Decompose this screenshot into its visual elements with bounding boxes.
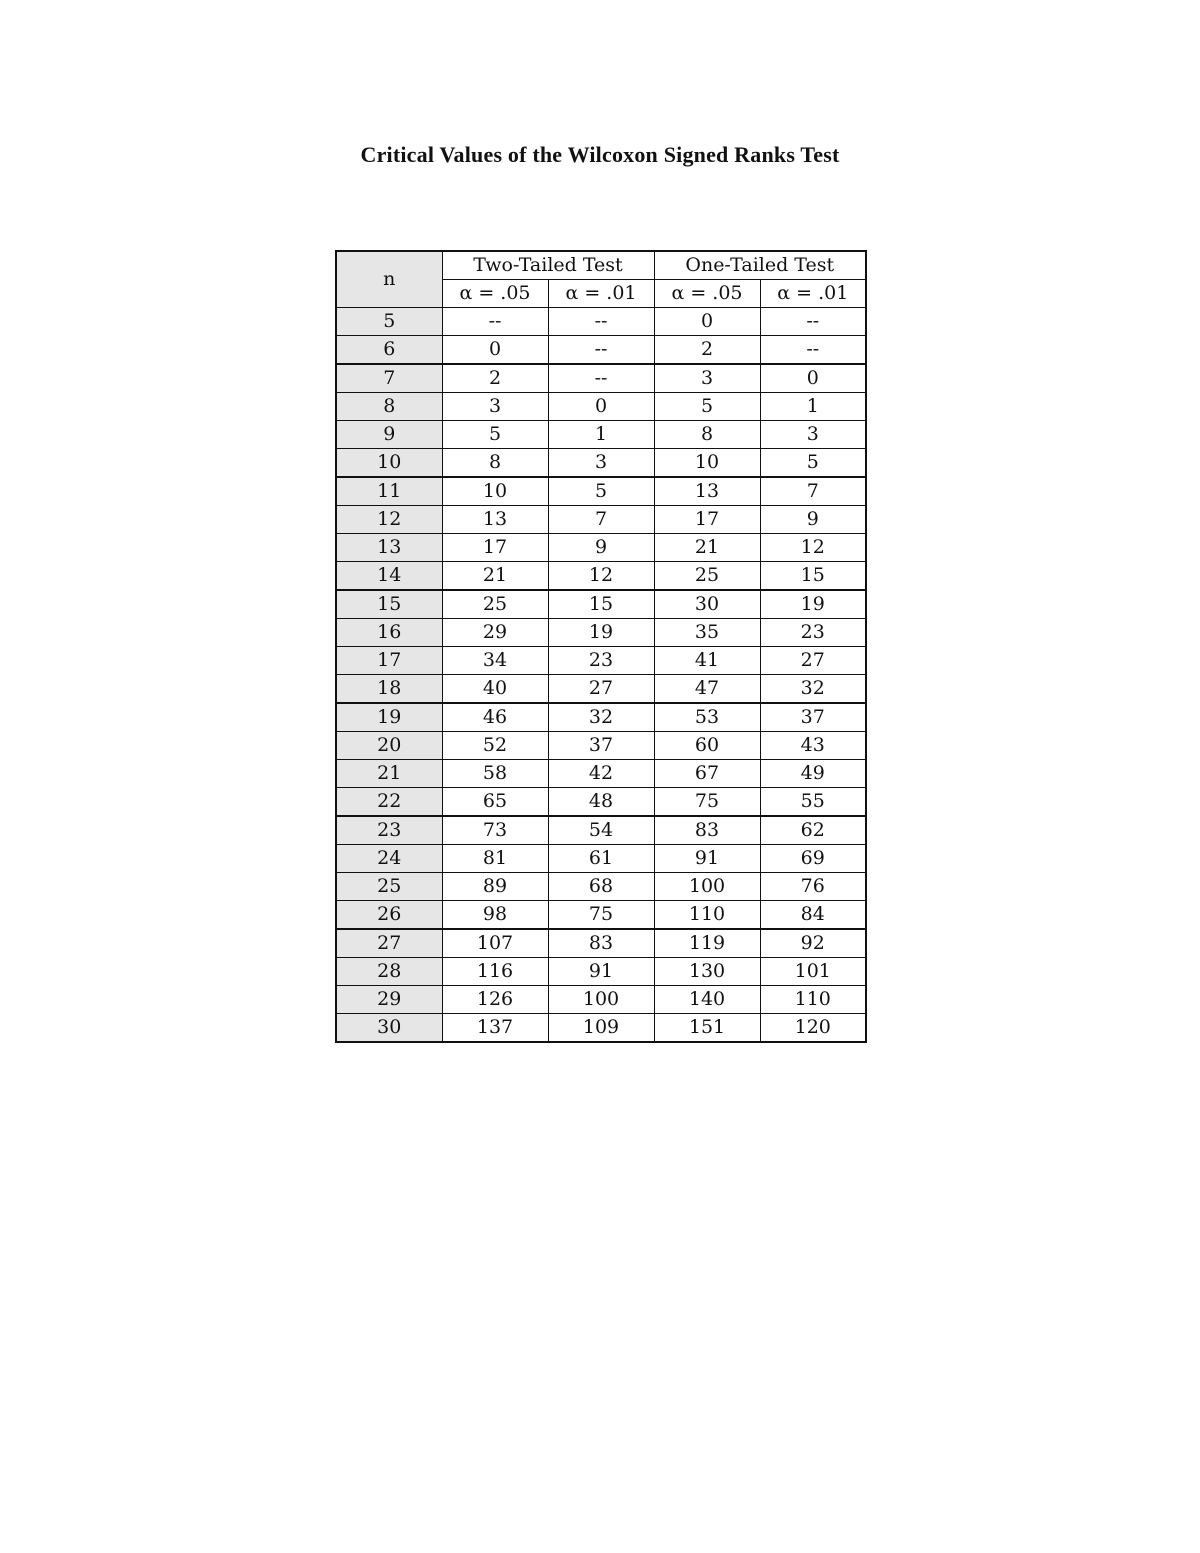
n-column-header: n bbox=[336, 251, 442, 308]
table-row bbox=[336, 364, 866, 393]
critical-value-cell: 140 bbox=[654, 986, 760, 1014]
critical-value-cell: 32 bbox=[548, 703, 654, 732]
critical-value-cell: 100 bbox=[654, 873, 760, 901]
n-value-cell: 28 bbox=[336, 958, 442, 986]
n-value-cell: 25 bbox=[336, 873, 442, 901]
table-row bbox=[336, 675, 866, 704]
critical-value-cell: 5 bbox=[654, 393, 760, 421]
critical-value-cell: 3 bbox=[442, 393, 548, 421]
alpha-header: α = .05 bbox=[654, 280, 760, 308]
critical-value-cell: 0 bbox=[548, 393, 654, 421]
table-row bbox=[336, 958, 866, 986]
critical-value-cell: 101 bbox=[760, 958, 866, 986]
table-row bbox=[336, 788, 866, 817]
critical-value-cell: 5 bbox=[442, 421, 548, 449]
critical-value-cell: 58 bbox=[442, 760, 548, 788]
table-row bbox=[336, 619, 866, 647]
critical-value-cell: 15 bbox=[760, 562, 866, 591]
critical-value-cell: 120 bbox=[760, 1014, 866, 1043]
table-body bbox=[336, 308, 866, 1043]
critical-value-cell: 52 bbox=[442, 732, 548, 760]
critical-value-cell: -- bbox=[442, 308, 548, 336]
n-value-cell: 13 bbox=[336, 534, 442, 562]
table-row bbox=[336, 929, 866, 958]
critical-value-cell: 0 bbox=[654, 308, 760, 336]
critical-value-cell: 0 bbox=[442, 336, 548, 365]
critical-value-cell: 126 bbox=[442, 986, 548, 1014]
critical-value-cell: 2 bbox=[654, 336, 760, 365]
critical-value-cell: 12 bbox=[760, 534, 866, 562]
critical-value-cell: 92 bbox=[760, 929, 866, 958]
critical-value-cell: 7 bbox=[548, 506, 654, 534]
n-value-cell: 30 bbox=[336, 1014, 442, 1043]
critical-value-cell: 91 bbox=[548, 958, 654, 986]
n-value-cell: 20 bbox=[336, 732, 442, 760]
critical-value-cell: -- bbox=[548, 364, 654, 393]
table-row bbox=[336, 336, 866, 365]
critical-value-cell: 3 bbox=[760, 421, 866, 449]
critical-value-cell: 100 bbox=[548, 986, 654, 1014]
critical-value-cell: 27 bbox=[548, 675, 654, 704]
critical-value-cell: 17 bbox=[442, 534, 548, 562]
table-row bbox=[336, 477, 866, 506]
critical-value-cell: 3 bbox=[654, 364, 760, 393]
n-value-cell: 22 bbox=[336, 788, 442, 817]
critical-value-cell: 46 bbox=[442, 703, 548, 732]
critical-value-cell: 48 bbox=[548, 788, 654, 817]
n-value-cell: 15 bbox=[336, 590, 442, 619]
table-row bbox=[336, 562, 866, 591]
critical-value-cell: 47 bbox=[654, 675, 760, 704]
n-value-cell: 12 bbox=[336, 506, 442, 534]
critical-value-cell: 60 bbox=[654, 732, 760, 760]
n-value-cell: 6 bbox=[336, 336, 442, 365]
n-value-cell: 21 bbox=[336, 760, 442, 788]
critical-value-cell: 1 bbox=[760, 393, 866, 421]
n-value-cell: 5 bbox=[336, 308, 442, 336]
critical-value-cell: 89 bbox=[442, 873, 548, 901]
n-value-cell: 23 bbox=[336, 816, 442, 845]
n-value-cell: 17 bbox=[336, 647, 442, 675]
alpha-header: α = .05 bbox=[442, 280, 548, 308]
critical-value-cell: 107 bbox=[442, 929, 548, 958]
critical-value-cell: 29 bbox=[442, 619, 548, 647]
critical-value-cell: -- bbox=[760, 308, 866, 336]
n-value-cell: 9 bbox=[336, 421, 442, 449]
critical-value-cell: -- bbox=[548, 336, 654, 365]
critical-value-cell: 5 bbox=[548, 477, 654, 506]
critical-value-cell: 12 bbox=[548, 562, 654, 591]
table-row bbox=[336, 760, 866, 788]
critical-value-cell: 21 bbox=[442, 562, 548, 591]
critical-value-cell: 98 bbox=[442, 901, 548, 930]
table-row bbox=[336, 421, 866, 449]
critical-value-cell: 83 bbox=[654, 816, 760, 845]
n-value-cell: 26 bbox=[336, 901, 442, 930]
n-value-cell: 7 bbox=[336, 364, 442, 393]
critical-value-cell: 10 bbox=[654, 449, 760, 478]
one-tailed-header: One-Tailed Test bbox=[654, 251, 866, 280]
critical-value-cell: 61 bbox=[548, 845, 654, 873]
critical-value-cell: 19 bbox=[548, 619, 654, 647]
n-value-cell: 8 bbox=[336, 393, 442, 421]
page-title: Critical Values of the Wilcoxon Signed Ranks Test bbox=[360, 142, 840, 167]
table-row bbox=[336, 873, 866, 901]
alpha-header: α = .01 bbox=[760, 280, 866, 308]
critical-value-cell: 109 bbox=[548, 1014, 654, 1043]
critical-value-cell: 13 bbox=[654, 477, 760, 506]
critical-value-cell: -- bbox=[548, 308, 654, 336]
n-value-cell: 16 bbox=[336, 619, 442, 647]
critical-value-cell: 137 bbox=[442, 1014, 548, 1043]
critical-value-cell: 84 bbox=[760, 901, 866, 930]
critical-value-cell: 68 bbox=[548, 873, 654, 901]
critical-value-cell: 9 bbox=[760, 506, 866, 534]
critical-value-cell: 17 bbox=[654, 506, 760, 534]
critical-value-cell: 151 bbox=[654, 1014, 760, 1043]
critical-value-cell: 67 bbox=[654, 760, 760, 788]
critical-value-cell: 73 bbox=[442, 816, 548, 845]
critical-value-cell: 10 bbox=[442, 477, 548, 506]
critical-value-cell: 62 bbox=[760, 816, 866, 845]
table-row bbox=[336, 393, 866, 421]
critical-value-cell: 130 bbox=[654, 958, 760, 986]
critical-value-cell: 2 bbox=[442, 364, 548, 393]
critical-value-cell: 5 bbox=[760, 449, 866, 478]
critical-value-cell: 0 bbox=[760, 364, 866, 393]
table-row bbox=[336, 986, 866, 1014]
alpha-header: α = .01 bbox=[548, 280, 654, 308]
critical-value-cell: 116 bbox=[442, 958, 548, 986]
critical-value-cell: 37 bbox=[760, 703, 866, 732]
critical-value-cell: 49 bbox=[760, 760, 866, 788]
critical-value-cell: 75 bbox=[654, 788, 760, 817]
critical-value-cell: 110 bbox=[654, 901, 760, 930]
critical-value-cell: 21 bbox=[654, 534, 760, 562]
critical-value-cell: 54 bbox=[548, 816, 654, 845]
critical-value-cell: 34 bbox=[442, 647, 548, 675]
table-row bbox=[336, 534, 866, 562]
n-value-cell: 19 bbox=[336, 703, 442, 732]
table-row bbox=[336, 732, 866, 760]
critical-value-cell: 119 bbox=[654, 929, 760, 958]
critical-value-cell: 30 bbox=[654, 590, 760, 619]
critical-value-cell: 13 bbox=[442, 506, 548, 534]
table-row bbox=[336, 703, 866, 732]
table-row bbox=[336, 449, 866, 478]
n-value-cell: 18 bbox=[336, 675, 442, 704]
table-row bbox=[336, 816, 866, 845]
critical-value-cell: 23 bbox=[548, 647, 654, 675]
table-row bbox=[336, 590, 866, 619]
table-row bbox=[336, 901, 866, 930]
n-value-cell: 27 bbox=[336, 929, 442, 958]
critical-value-cell: 55 bbox=[760, 788, 866, 817]
critical-value-cell: 76 bbox=[760, 873, 866, 901]
n-value-cell: 29 bbox=[336, 986, 442, 1014]
critical-value-cell: 1 bbox=[548, 421, 654, 449]
critical-value-cell: 81 bbox=[442, 845, 548, 873]
critical-value-cell: 110 bbox=[760, 986, 866, 1014]
table-row bbox=[336, 845, 866, 873]
critical-value-cell: 37 bbox=[548, 732, 654, 760]
critical-value-cell: 7 bbox=[760, 477, 866, 506]
critical-value-cell: 8 bbox=[654, 421, 760, 449]
critical-value-cell: 3 bbox=[548, 449, 654, 478]
critical-value-cell: 8 bbox=[442, 449, 548, 478]
critical-value-cell: 43 bbox=[760, 732, 866, 760]
critical-value-cell: 41 bbox=[654, 647, 760, 675]
critical-value-cell: 53 bbox=[654, 703, 760, 732]
n-value-cell: 10 bbox=[336, 449, 442, 478]
critical-value-cell: 35 bbox=[654, 619, 760, 647]
table-row bbox=[336, 647, 866, 675]
critical-value-cell: 91 bbox=[654, 845, 760, 873]
critical-value-cell: 42 bbox=[548, 760, 654, 788]
n-value-cell: 11 bbox=[336, 477, 442, 506]
critical-value-cell: -- bbox=[760, 336, 866, 365]
critical-value-cell: 83 bbox=[548, 929, 654, 958]
critical-value-cell: 25 bbox=[654, 562, 760, 591]
n-value-cell: 14 bbox=[336, 562, 442, 591]
critical-value-cell: 23 bbox=[760, 619, 866, 647]
critical-value-cell: 25 bbox=[442, 590, 548, 619]
table-row bbox=[336, 506, 866, 534]
critical-value-cell: 32 bbox=[760, 675, 866, 704]
table-row bbox=[336, 308, 866, 336]
header-row-groups bbox=[336, 251, 866, 280]
critical-value-cell: 9 bbox=[548, 534, 654, 562]
n-value-cell: 24 bbox=[336, 845, 442, 873]
two-tailed-header: Two-Tailed Test bbox=[442, 251, 654, 280]
critical-values-table bbox=[335, 250, 867, 1043]
critical-value-cell: 75 bbox=[548, 901, 654, 930]
critical-value-cell: 40 bbox=[442, 675, 548, 704]
critical-value-cell: 19 bbox=[760, 590, 866, 619]
critical-value-cell: 69 bbox=[760, 845, 866, 873]
table-row bbox=[336, 1014, 866, 1043]
critical-value-cell: 27 bbox=[760, 647, 866, 675]
critical-value-cell: 65 bbox=[442, 788, 548, 817]
critical-value-cell: 15 bbox=[548, 590, 654, 619]
